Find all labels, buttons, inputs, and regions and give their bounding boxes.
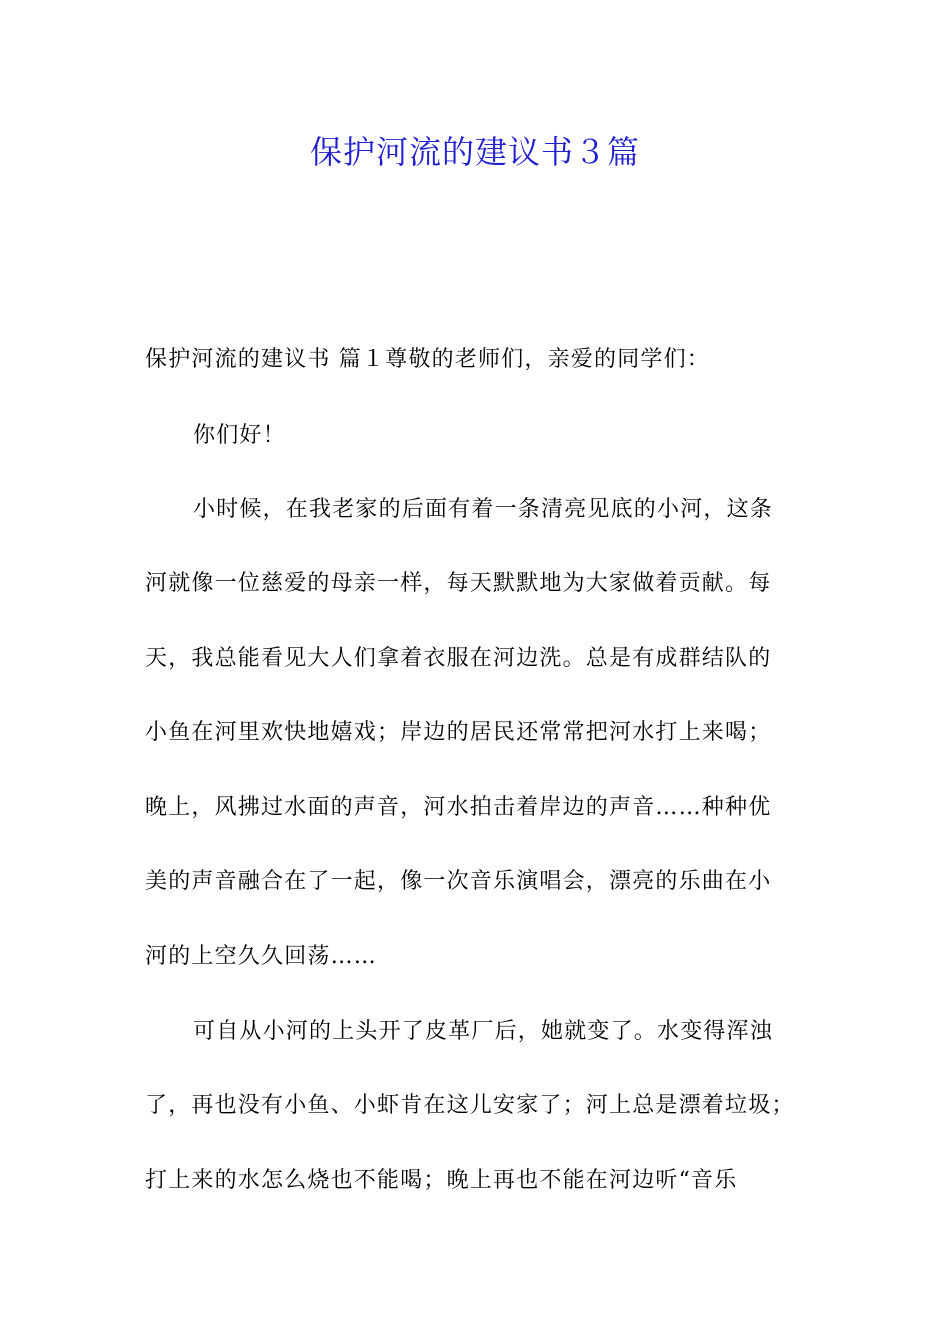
text-line-9: 河的上空久久回荡…… <box>145 944 378 969</box>
text-line-10: 可自从小河的上头开了皮革厂后，她就变了。水变得浑浊 <box>193 1019 774 1044</box>
text-line-8: 美的声音融合在了一起，像一次音乐演唱会，漂亮的乐曲在小 <box>145 869 772 894</box>
text-line-7: 晚上，风拂过水面的声音，河水拍击着岸边的声音……种种优 <box>145 795 772 820</box>
text-line-6: 小鱼在河里欢快地嬉戏；岸边的居民还常常把河水打上来喝； <box>145 720 772 745</box>
text-line-1: 保护河流的建议书 篇１尊敬的老师们，亲爱的同学们： <box>145 347 710 372</box>
text-line-5: 天，我总能看见大人们拿着衣服在河边洗。总是有成群结队的 <box>145 646 772 671</box>
text-line-12: 打上来的水怎么烧也不能喝；晚上再也不能在河边听“音乐 <box>145 1168 738 1193</box>
text-line-4: 河就像一位慈爱的母亲一样，每天默默地为大家做着贡献。每 <box>145 571 772 596</box>
text-line-3: 小时候，在我老家的后面有着一条清亮见底的小河，这条 <box>193 497 774 522</box>
text-line-11: 了，再也没有小鱼、小虾肯在这儿安家了；河上总是漂着垃圾； <box>145 1093 795 1118</box>
document-title: 保护河流的建议书３篇 <box>309 133 640 171</box>
text-line-2: 你们好！ <box>193 423 286 448</box>
